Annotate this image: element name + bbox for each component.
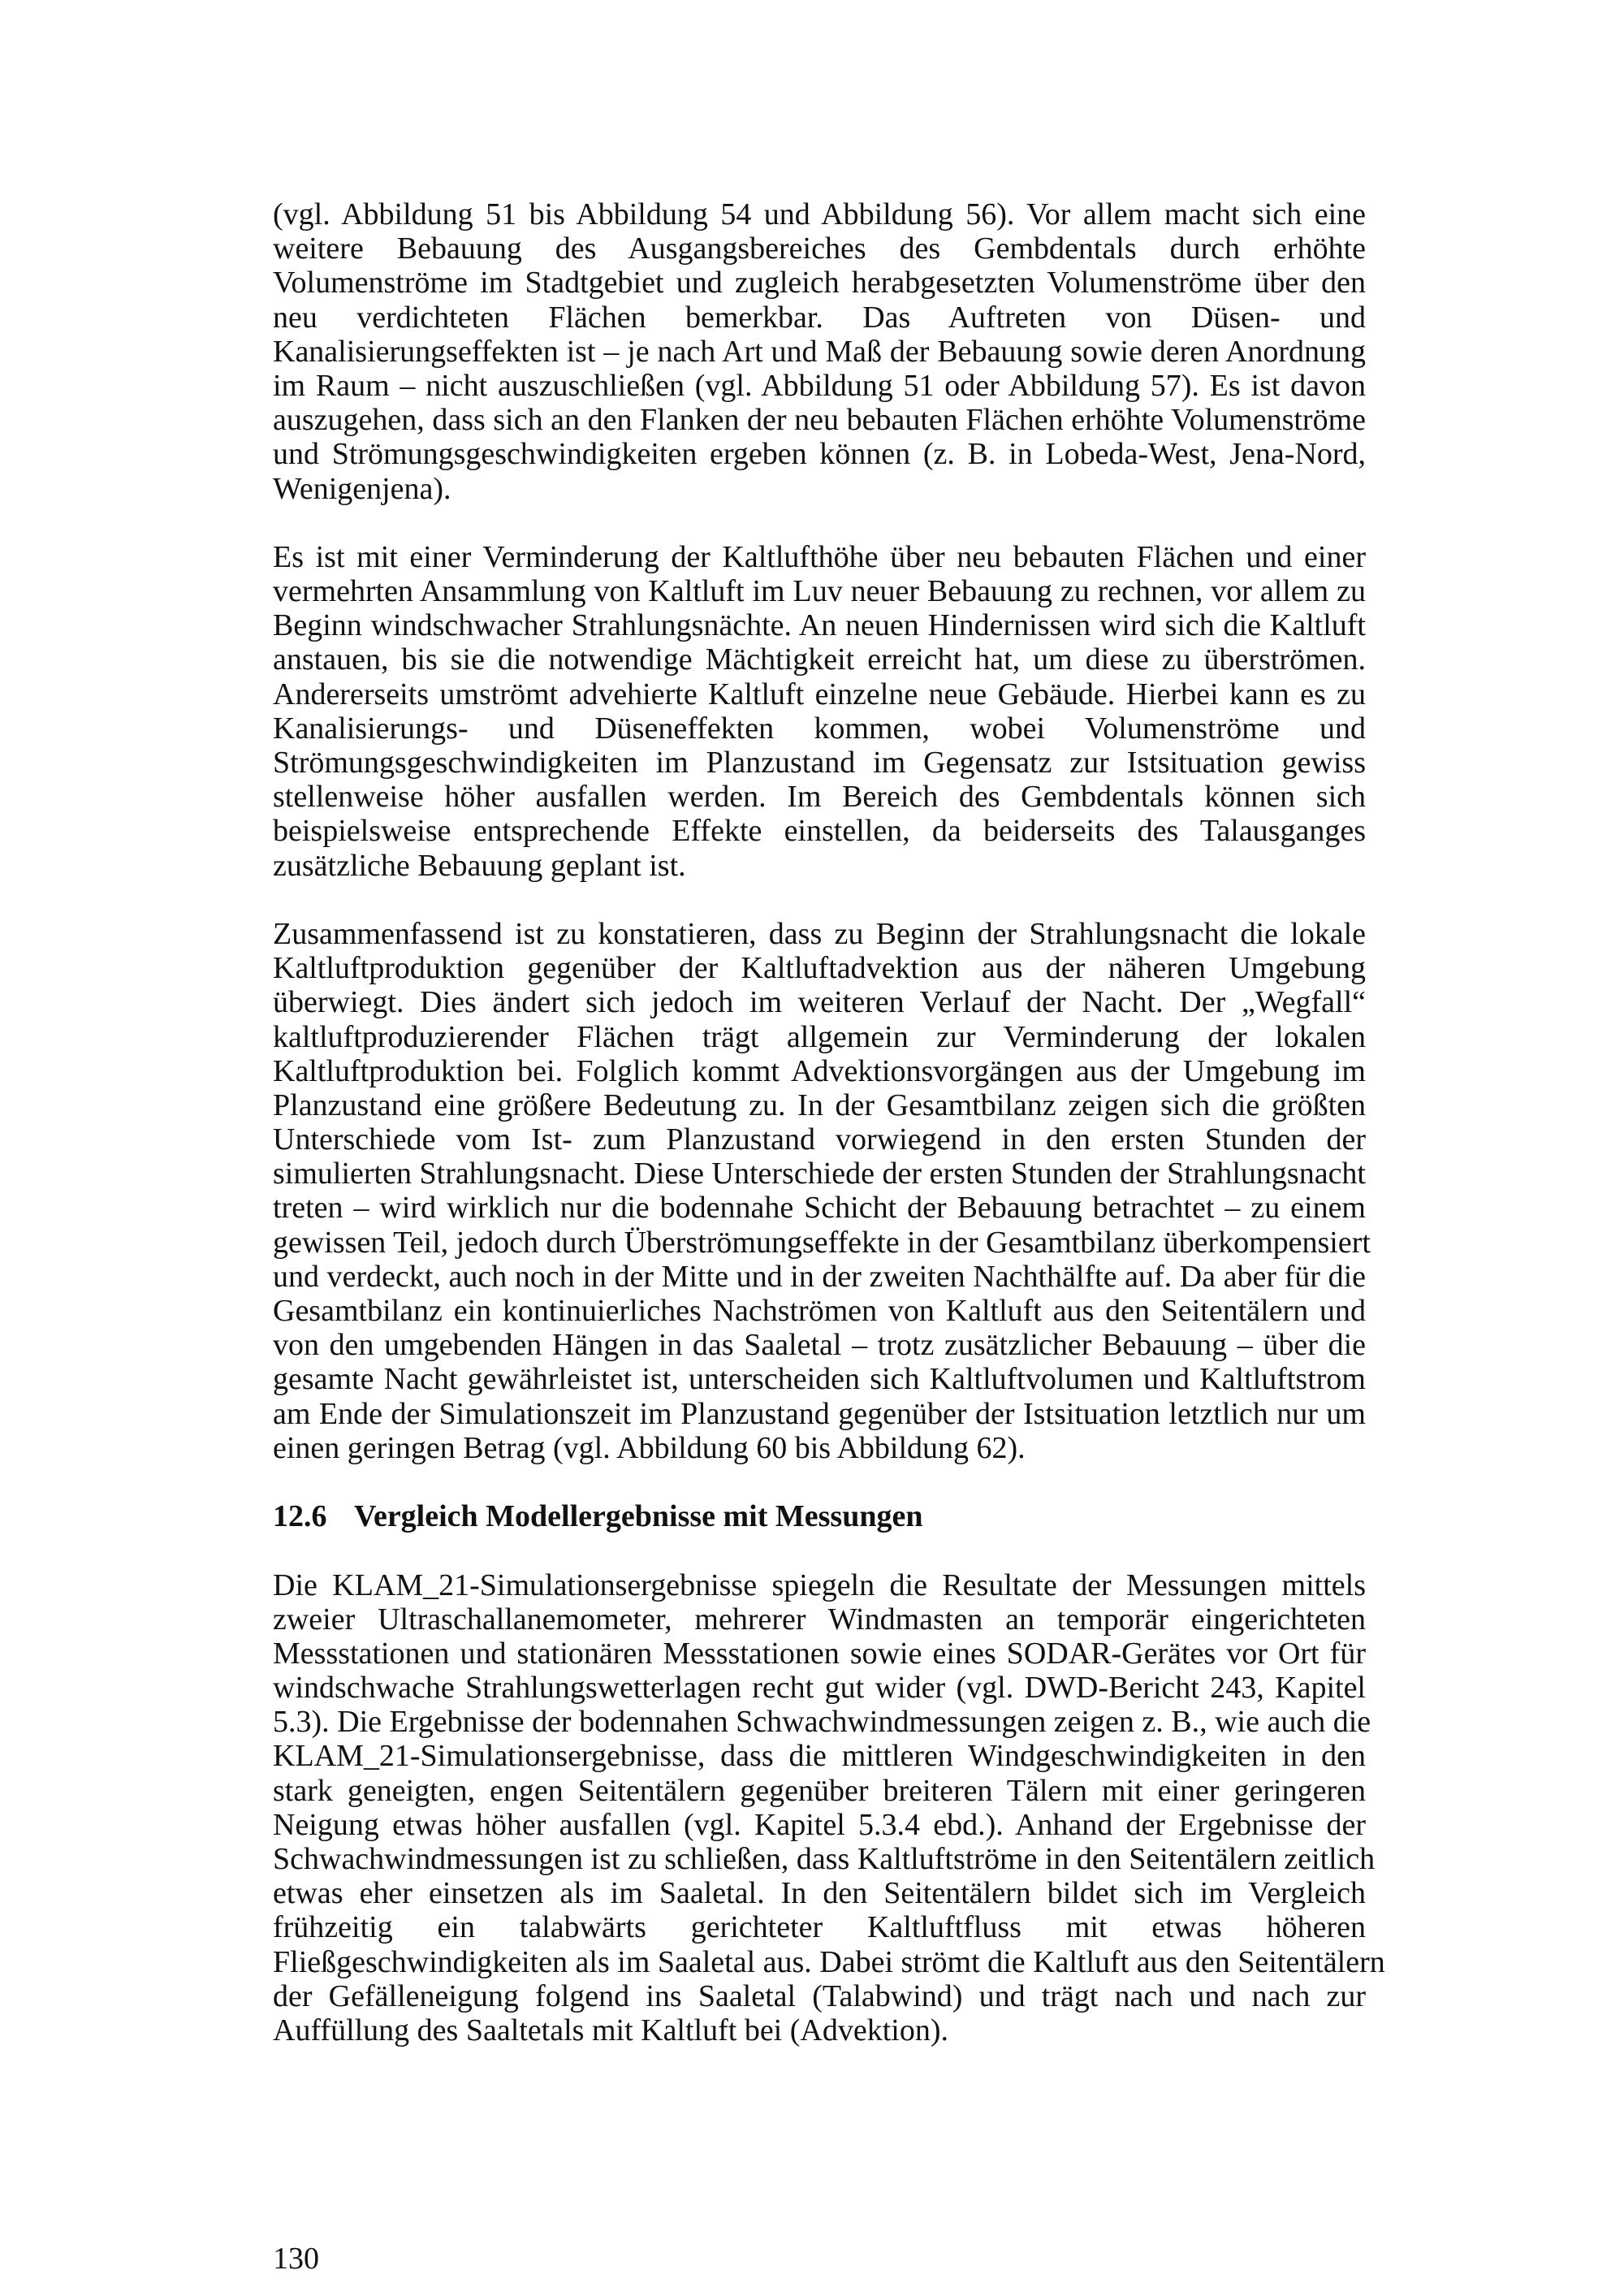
- text-line: 5.3). Die Ergebnisse der bodennahen Schwachwindmessungen zeigen z. B., wie auch die: [273, 1705, 1371, 1740]
- text-line: einen geringen Betrag (vgl. Abbildung 60 bis Abbildung 62).: [273, 1430, 1026, 1465]
- text-line: Planzustand eine größere Bedeutung zu. In der Gesamtbilanz zeigen sich die größten: [273, 1087, 1366, 1122]
- text-line: Kanalisierungs- und Düseneffekten kommen, wobei Volumenströme und: [273, 711, 1366, 746]
- text-line: stark geneigten, engen Seitentälern gegenüber breiteren Tälern mit einer geringeren: [273, 1773, 1366, 1808]
- text-line: zweier Ultraschallanemometer, mehrerer Windmasten an temporär eingerichteten: [273, 1602, 1366, 1637]
- text-line: zusätzliche Bebauung geplant ist.: [273, 848, 686, 883]
- text-line: Unterschiede vom Ist- zum Planzustand vorwiegend in den ersten Stunden der: [273, 1122, 1366, 1157]
- text-line: Es ist mit einer Verminderung der Kaltlufthöhe über neu bebauten Flächen und einer: [273, 539, 1366, 574]
- text-line: kaltluftproduzierender Flächen trägt allgemein zur Verminderung der lokalen: [273, 1019, 1366, 1054]
- text-line: auszugehen, dass sich an den Flanken der neu bebauten Flächen erhöhte Volumenströme: [273, 403, 1366, 438]
- text-line: Fließgeschwindigkeiten als im Saaletal aus. Dabei strömt die Kaltluft aus den Seitentälern: [273, 1944, 1385, 1979]
- text-line: Gesamtbilanz ein kontinuierliches Nachströmen von Kaltluft aus den Seitentälern und: [273, 1294, 1366, 1328]
- text-line: Volumenströme im Stadtgebiet und zugleich herabgesetzten Volumenströme über den: [273, 266, 1366, 301]
- text-line: gesamte Nacht gewährleistet ist, unterscheiden sich Kaltluftvolumen und Kaltluftstrom: [273, 1362, 1366, 1397]
- section-number: 12.6: [273, 1499, 327, 1534]
- text-line: Auffüllung des Saaltetals mit Kaltluft bei (Advektion).: [273, 2013, 948, 2047]
- section-title: Vergleich Modellergebnisse mit Messungen: [354, 1499, 923, 1534]
- paragraph: [273, 1567, 1385, 2048]
- text-line: Andererseits umströmt advehierte Kaltluft einzelne neue Gebäude. Hierbei kann es zu: [273, 677, 1366, 711]
- text-line: simulierten Strahlungsnacht. Diese Unterschiede der ersten Stunden der Strahlungsnacht: [273, 1157, 1366, 1191]
- text-line: von den umgebenden Hängen in das Saaletal – trotz zusätzlicher Bebauung – über die: [273, 1328, 1366, 1363]
- text-line: windschwache Strahlungswetterlagen recht gut wider (vgl. DWD-Bericht 243, Kapitel: [273, 1671, 1366, 1706]
- text-line: Kaltluftproduktion bei. Folglich kommt Advektionsvorgängen aus der Umgebung im: [273, 1053, 1366, 1088]
- text-line: (vgl. Abbildung 51 bis Abbildung 54 und Abbildung 56). Vor allem macht sich eine: [273, 197, 1366, 231]
- text-line: am Ende der Simulationszeit im Planzustand gegenüber der Istsituation letztlich nur um: [273, 1396, 1366, 1431]
- paragraph: [273, 540, 1366, 883]
- text-line: der Gefälleneigung folgend ins Saaletal (Talabwind) und trägt nach und nach zur: [273, 1978, 1366, 2013]
- text-line: Beginn windschwacher Strahlungsnächte. An neuen Hindernissen wird sich die Kaltluft: [273, 608, 1366, 643]
- text-line: Neigung etwas höher ausfallen (vgl. Kapitel 5.3.4 ebd.). Anhand der Ergebnisse der: [273, 1807, 1366, 1842]
- text-line: stellenweise höher ausfallen werden. Im Bereich des Gembdentals können sich: [273, 780, 1366, 815]
- text-line: frühzeitig ein talabwärts gerichteter Kaltluftfluss mit etwas höheren: [273, 1910, 1366, 1945]
- text-line: gewissen Teil, jedoch durch Überströmungseffekte in der Gesamtbilanz überkompensiert: [273, 1225, 1371, 1260]
- text-line: vermehrten Ansammlung von Kaltluft im Luv neuer Bebauung zu rechnen, vor allem zu: [273, 574, 1366, 609]
- text-line: und Strömungsgeschwindigkeiten ergeben können (z. B. in Lobeda-West, Jena-Nord,: [273, 437, 1366, 472]
- text-line: beispielsweise entsprechende Effekte einstellen, da beiderseits des Talausganges: [273, 814, 1366, 849]
- text-line: Kaltluftproduktion gegenüber der Kaltluftadvektion aus der näheren Umgebung: [273, 951, 1366, 986]
- text-line: neu verdichteten Flächen bemerkbar. Das Auftreten von Düsen- und: [273, 300, 1366, 335]
- text-line: Die KLAM_21-Simulationsergebnisse spiegeln die Resultate der Messungen mittels: [273, 1567, 1366, 1602]
- page-body: [273, 197, 1385, 2047]
- text-line: anstauen, bis sie die notwendige Mächtigkeit erreicht hat, um diese zu überströmen.: [273, 642, 1366, 677]
- text-line: Strömungsgeschwindigkeiten im Planzustand im Gegensatz zur Istsituation gewiss: [273, 746, 1366, 780]
- text-line: Messstationen und stationären Messstationen sowie eines SODAR-Gerätes vor Ort für: [273, 1636, 1366, 1671]
- text-line: Zusammenfassend ist zu konstatieren, dass zu Beginn der Strahlungsnacht die lokale: [273, 916, 1366, 951]
- text-line: Wenigenjena).: [273, 471, 451, 506]
- text-line: überwiegt. Dies ändert sich jedoch im weiteren Verlauf der Nacht. Der „Wegfall“: [273, 985, 1366, 1020]
- text-line: Schwachwindmessungen ist zu schließen, dass Kaltluftströme in den Seitentälern zeitlich: [273, 1842, 1376, 1876]
- section-heading: [273, 1499, 1366, 1533]
- text-line: KLAM_21-Simulationsergebnisse, dass die mittleren Windgeschwindigkeiten in den: [273, 1739, 1366, 1774]
- page-number: 130: [273, 2242, 319, 2276]
- text-line: weitere Bebauung des Ausgangsbereiches des Gembdentals durch erhöhte: [273, 231, 1366, 266]
- text-line: treten – wird wirklich nur die bodennahe Schicht der Bebauung betrachtet – zu einem: [273, 1191, 1366, 1226]
- text-line: und verdeckt, auch noch in der Mitte und in der zweiten Nachthälfte auf. Da aber für die: [273, 1259, 1366, 1294]
- text-line: im Raum – nicht auszuschließen (vgl. Abbildung 51 oder Abbildung 57). Es ist davon: [273, 368, 1366, 403]
- text-line: etwas eher einsetzen als im Saaletal. In den Seitentälern bildet sich im Vergleich: [273, 1876, 1366, 1911]
- text-line: Kanalisierungseffekten ist – je nach Art und Maß der Bebauung sowie deren Anordnung: [273, 334, 1366, 369]
- paragraph: [273, 916, 1371, 1465]
- paragraph: [273, 197, 1366, 506]
